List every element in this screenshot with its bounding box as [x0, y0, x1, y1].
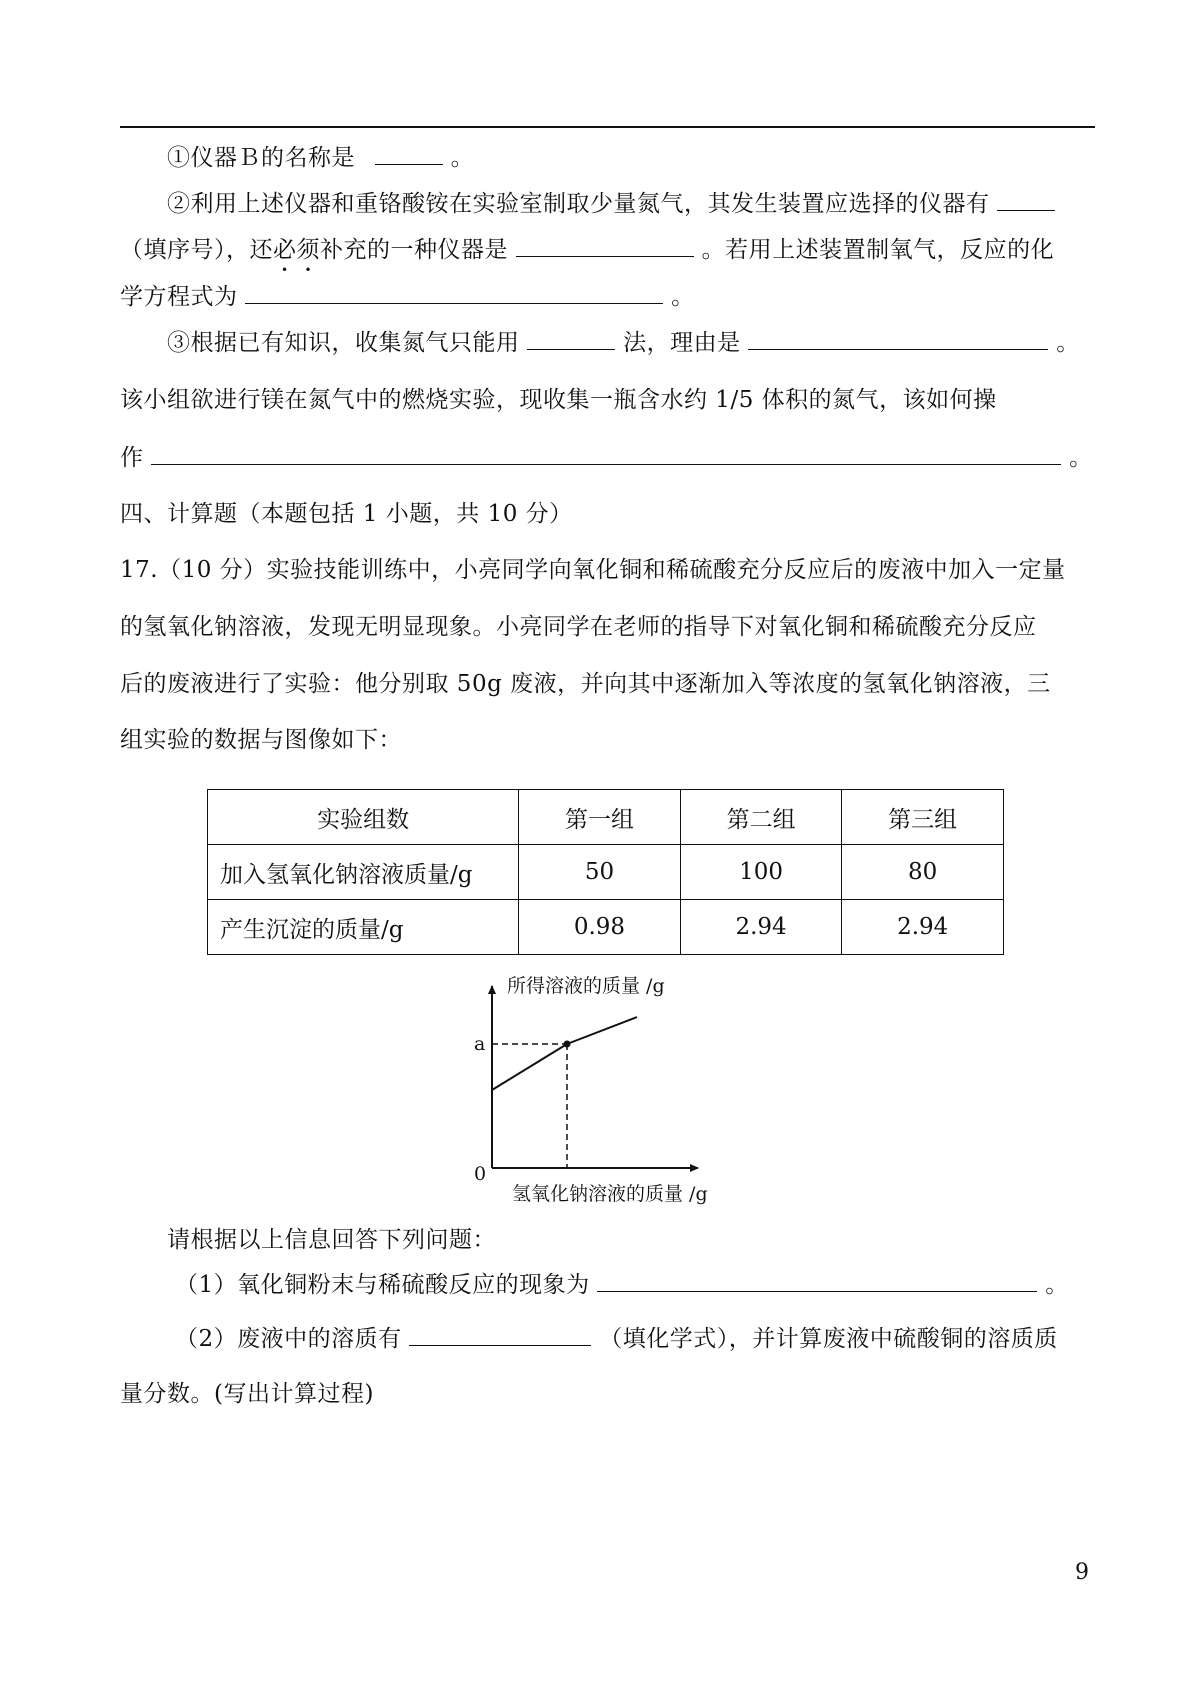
table-header-cell: 实验组数: [208, 790, 519, 845]
q16-l4-text: 学方程式为: [120, 284, 238, 310]
q16-line-3: [120, 234, 1054, 277]
q17-line-2: [120, 611, 1037, 643]
x-axis-label: 氢氧化钠溶液的质量 /g: [512, 1183, 708, 1205]
q16-l4-end: 。: [671, 284, 695, 310]
table-cell: 产生沉淀的质量/g: [208, 900, 519, 955]
questions-intro-text: 请根据以上信息回答下列问题：: [167, 1227, 496, 1253]
answer-blank-9[interactable]: [409, 1323, 591, 1346]
table-cell: 2.94: [680, 900, 842, 955]
question-2-continued: [120, 1378, 374, 1410]
q16-l6-text: 该小组欲进行镁在氮气中的燃烧实验，现收集一瓶含水约 1/5 体积的氮气，该如何操: [120, 387, 997, 413]
table-row: [208, 900, 1004, 955]
q17-l2-text: 的氢氧化钠溶液，发现无明显现象。小亮同学在老师的指导下对氧化铜和稀硫酸充分反应: [120, 614, 1037, 640]
q16-l7-text: 作: [120, 445, 144, 471]
table-cell: 80: [842, 845, 1004, 900]
solution-mass-graph: [455, 968, 755, 1218]
answer-blank-4[interactable]: [245, 281, 663, 304]
q16-l1-text: ①仪器Ｂ的名称是: [167, 145, 355, 171]
section-heading-text: 四、计算题（本题包括 1 小题，共 10 分）: [120, 501, 573, 527]
table-row: [208, 845, 1004, 900]
table-cell: 50: [519, 845, 681, 900]
q16-l5-end: 。: [1056, 330, 1080, 356]
answer-blank-5[interactable]: [527, 327, 615, 350]
table-cell: 2.94: [842, 900, 1004, 955]
y-axis-label: 所得溶液的质量 /g: [507, 975, 665, 997]
questions-intro: [167, 1224, 496, 1256]
q17-line-3: [120, 668, 1051, 700]
table-cell: 加入氢氧化钠溶液质量/g: [208, 845, 519, 900]
question-2-c: 量分数。(写出计算过程): [120, 1381, 374, 1407]
table-cell: 100: [680, 845, 842, 900]
question-1-text: （1）氧化铜粉末与稀硫酸反应的现象为: [175, 1272, 590, 1298]
q16-l3-b: 补充的一种仪器是: [320, 237, 508, 263]
answer-blank-7[interactable]: [151, 442, 1061, 465]
q17-line-4: [120, 724, 402, 756]
question-2: [175, 1323, 1058, 1355]
q16-l7-end: 。: [1069, 445, 1093, 471]
q16-l3-a: （填序号），还: [120, 237, 273, 263]
q17-l4-text: 组实验的数据与图像如下：: [120, 727, 402, 753]
table-header-cell: 第一组: [519, 790, 681, 845]
curve-segment-2: [567, 1017, 637, 1044]
answer-blank-3[interactable]: [516, 234, 694, 257]
q16-line-7: [120, 442, 1093, 474]
table-header-cell: 第二组: [680, 790, 842, 845]
question-1: [175, 1269, 1069, 1301]
question-1-end: 。: [1045, 1272, 1069, 1298]
table-cell: 0.98: [519, 900, 681, 955]
q17-line-1: [120, 554, 1066, 586]
origin-label: 0: [474, 1163, 487, 1185]
q16-line-2: [167, 188, 1055, 220]
table-header-row: [208, 790, 1004, 845]
y-tick-label: a: [474, 1033, 486, 1055]
q16-line-1: [167, 142, 474, 174]
section-heading: [120, 498, 573, 530]
curve-segment-1: [492, 1044, 567, 1090]
q17-l3-text: 后的废液进行了实验：他分别取 50g 废液，并向其中逐渐加入等浓度的氢氧化钠溶液，三: [120, 671, 1051, 697]
q16-l2-text: ②利用上述仪器和重铬酸铵在实验室制取少量氮气，其发生装置应选择的仪器有: [167, 191, 990, 217]
question-2-a: （2）废液中的溶质有: [175, 1326, 402, 1352]
data-table: [207, 789, 1004, 955]
answer-blank-8[interactable]: [597, 1269, 1037, 1292]
page-number: 9: [1075, 1560, 1089, 1585]
answer-blank-1[interactable]: [375, 142, 443, 165]
q16-l5-a: ③根据已有知识，收集氮气只能用: [167, 330, 520, 356]
q16-emphasis: 必须: [273, 237, 320, 263]
q16-l3-c: 。若用上述装置制氧气，反应的化: [701, 237, 1055, 263]
q16-line-4: [120, 281, 695, 313]
q17-l1-text: 17.（10 分）实验技能训练中，小亮同学向氧化铜和稀硫酸充分反应后的废液中加入一定量: [120, 557, 1066, 583]
q16-line-6: [120, 384, 997, 416]
answer-blank-6[interactable]: [748, 327, 1048, 350]
question-2-b: （填化学式），并计算废液中硫酸铜的溶质质: [599, 1326, 1058, 1352]
q16-l1-end: 。: [450, 145, 475, 171]
q16-l5-b: 法，理由是: [623, 330, 741, 356]
turning-point: [564, 1041, 571, 1048]
table-header-cell: 第三组: [842, 790, 1004, 845]
header-rule: [120, 126, 1095, 128]
q16-line-5: [167, 327, 1080, 359]
answer-blank-2[interactable]: [997, 188, 1055, 211]
